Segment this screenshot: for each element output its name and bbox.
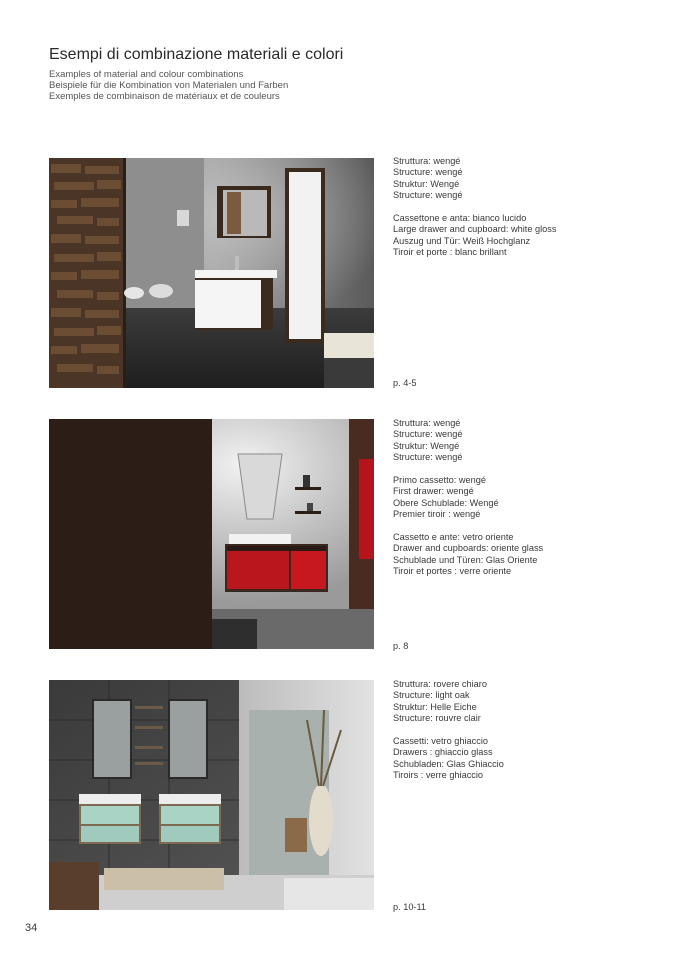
page-title: Esempi di combinazione materiali e colori <box>49 46 344 63</box>
desc-line: Tiroirs : verre ghiaccio <box>393 770 484 781</box>
desc-line: Struktur: Helle Eiche <box>393 701 477 712</box>
desc-line: Structure: wengé <box>393 429 463 440</box>
desc-line: Structure: wengé <box>393 167 463 178</box>
structure-group <box>393 679 653 725</box>
desc-line: Struttura: wengé <box>393 418 461 428</box>
combination-1-description <box>393 156 653 270</box>
desc-line: Drawers : ghiaccio glass <box>393 747 493 758</box>
drawer-cupboards-group <box>393 532 653 578</box>
desc-line: Cassetti: vetro ghiaccio <box>393 736 488 747</box>
desc-line: First drawer: wengé <box>393 486 474 497</box>
drawer-group <box>393 213 653 259</box>
desc-line: Cassettone e anta: bianco lucido <box>393 213 527 224</box>
desc-line: Primo cassetto: wengé <box>393 475 486 486</box>
desc-line: Struttura: wengé <box>393 156 461 166</box>
structure-group <box>393 418 653 464</box>
desc-line: Struktur: Wengé <box>393 440 460 451</box>
combination-3-description <box>393 679 653 793</box>
desc-line: Struttura: rovere chiaro <box>393 679 487 689</box>
drawers-group <box>393 736 653 782</box>
bathroom-photo-ghiaccio-glass <box>49 680 374 910</box>
desc-line: Schubladen: Glas Ghiaccio <box>393 758 504 769</box>
subtitle-french: Exemples de combinaison de matériaux et de couleurs <box>49 91 280 103</box>
desc-line: Tiroir et porte : blanc brillant <box>393 247 507 258</box>
bathroom-photo-oriente-glass <box>49 419 374 649</box>
desc-line: Structure: rouvre clair <box>393 713 481 724</box>
desc-line: Obere Schublade: Wengé <box>393 497 499 508</box>
desc-line: Structure: wengé <box>393 190 463 201</box>
desc-line: Large drawer and cupboard: white gloss <box>393 224 557 235</box>
page-reference: p. 10-11 <box>393 902 427 912</box>
page-reference: p. 8 <box>393 641 409 651</box>
structure-group <box>393 156 653 202</box>
desc-line: Structure: wengé <box>393 452 463 463</box>
desc-line: Cassetto e ante: vetro oriente <box>393 532 514 543</box>
desc-line: Schublade und Türen: Glas Oriente <box>393 554 538 565</box>
combination-2-description <box>393 418 653 589</box>
page-number: 34 <box>25 922 38 934</box>
subtitles <box>49 69 288 103</box>
first-drawer-group <box>393 475 653 521</box>
desc-line: Tiroir et portes : verre oriente <box>393 566 512 577</box>
bathroom-photo-white-gloss <box>49 158 374 388</box>
desc-line: Auszug und Tür: Weiß Hochglanz <box>393 235 531 246</box>
desc-line: Drawer and cupboards: oriente glass <box>393 543 544 554</box>
subtitle-german: Beispiele für die Kombination von Materialen und Farben <box>49 80 289 92</box>
desc-line: Structure: light oak <box>393 690 470 701</box>
page-reference: p. 4-5 <box>393 378 417 388</box>
desc-line: Struktur: Wengé <box>393 178 460 189</box>
subtitle-english: Examples of material and colour combinations <box>49 69 244 80</box>
desc-line: Premier tiroir : wengé <box>393 509 481 520</box>
